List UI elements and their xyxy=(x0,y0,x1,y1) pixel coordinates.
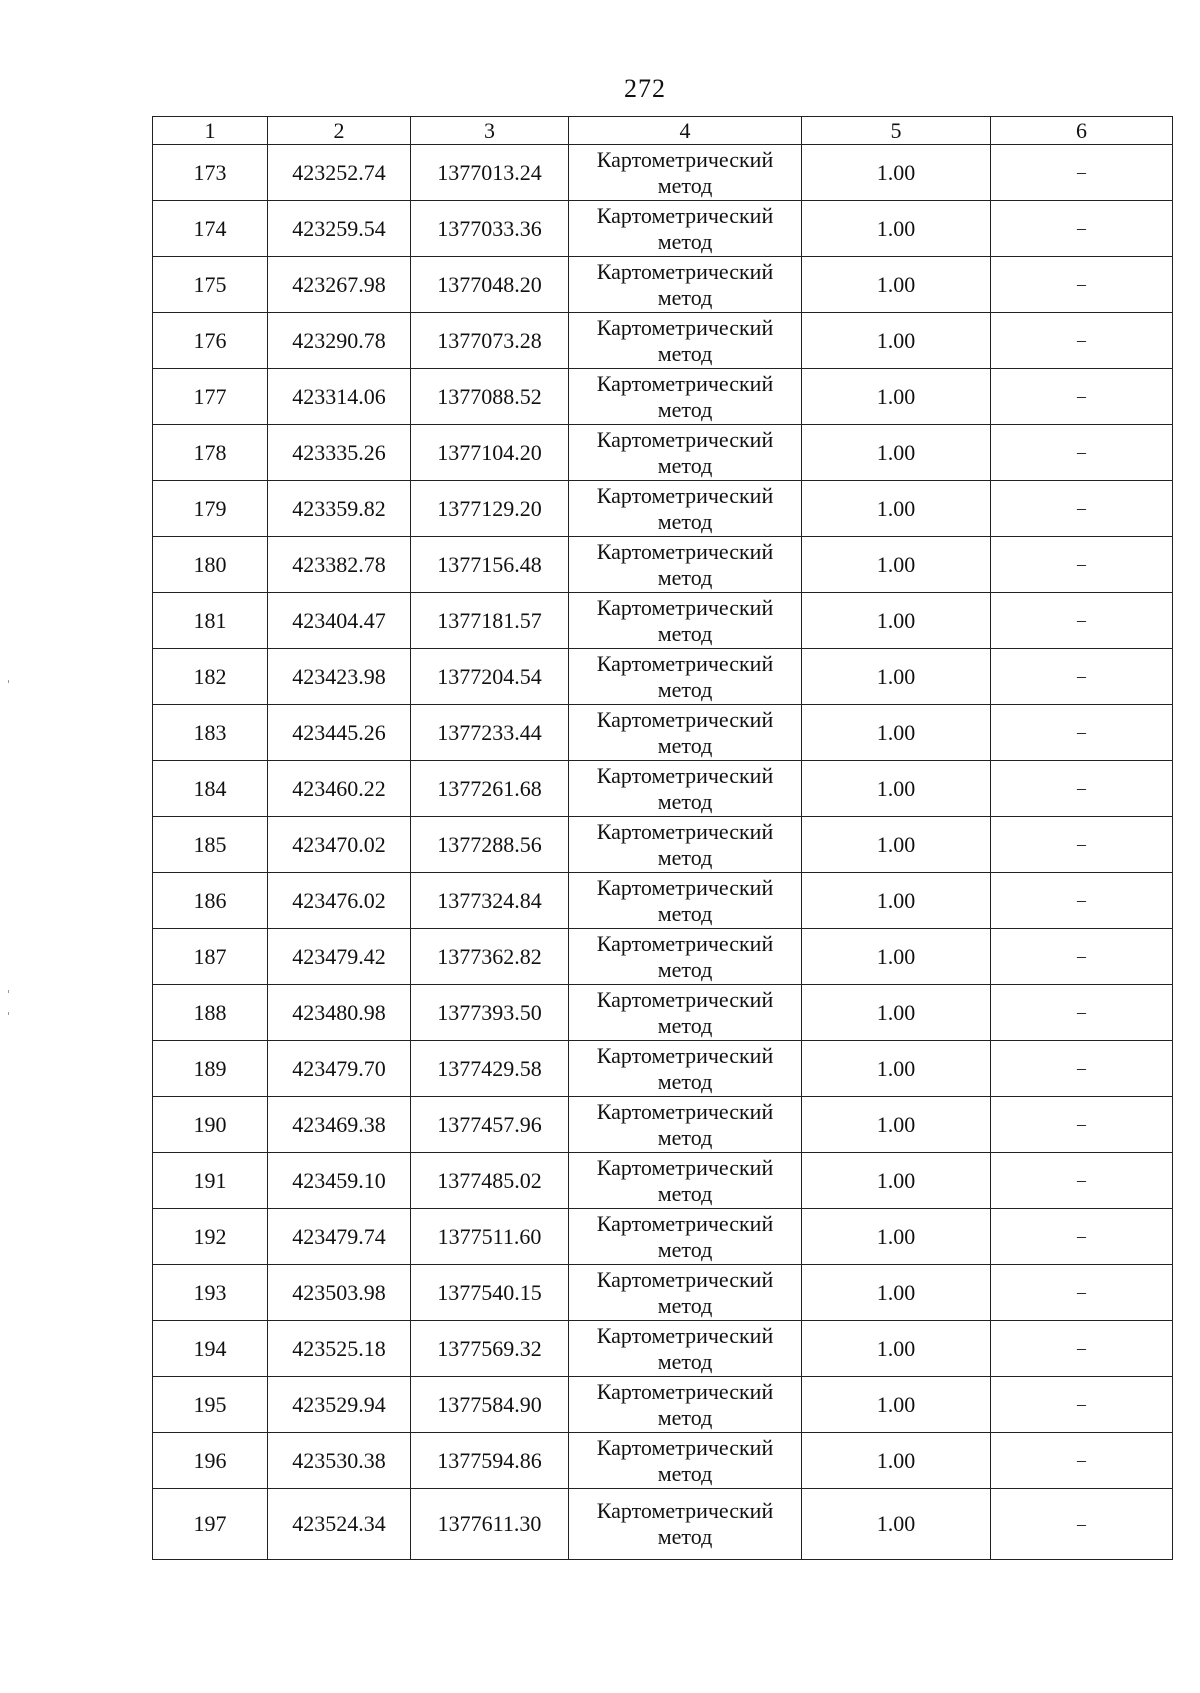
y-coordinate-cell: 1377457.96 xyxy=(411,1097,569,1153)
y-coordinate-cell: 1377511.60 xyxy=(411,1209,569,1265)
x-coordinate-cell: 423314.06 xyxy=(268,369,411,425)
accuracy-cell: 1.00 xyxy=(802,257,991,313)
method-cell: Картометрический метод xyxy=(569,1209,802,1265)
method-cell: Картометрический метод xyxy=(569,1153,802,1209)
note-cell: – xyxy=(991,873,1173,929)
note-cell: – xyxy=(991,1377,1173,1433)
table-row xyxy=(153,145,1173,201)
x-coordinate-cell: 423524.34 xyxy=(268,1489,411,1560)
method-cell: Картометрический метод xyxy=(569,1433,802,1489)
x-coordinate-cell: 423530.38 xyxy=(268,1433,411,1489)
x-coordinate-cell: 423480.98 xyxy=(268,985,411,1041)
method-cell: Картометрический метод xyxy=(569,873,802,929)
note-cell: – xyxy=(991,537,1173,593)
y-coordinate-cell: 1377233.44 xyxy=(411,705,569,761)
x-coordinate-cell: 423503.98 xyxy=(268,1265,411,1321)
method-cell: Картометрический метод xyxy=(569,649,802,705)
method-cell: Картометрический метод xyxy=(569,705,802,761)
method-cell: Картометрический метод xyxy=(569,425,802,481)
note-cell: – xyxy=(991,985,1173,1041)
x-coordinate-cell: 423525.18 xyxy=(268,1321,411,1377)
x-coordinate-cell: 423479.74 xyxy=(268,1209,411,1265)
point-number-cell: 173 xyxy=(153,145,268,201)
y-coordinate-cell: 1377033.36 xyxy=(411,201,569,257)
table-row xyxy=(153,1433,1173,1489)
x-coordinate-cell: 423259.54 xyxy=(268,201,411,257)
accuracy-cell: 1.00 xyxy=(802,649,991,705)
note-cell: – xyxy=(991,257,1173,313)
method-cell: Картометрический метод xyxy=(569,1489,802,1560)
point-number-cell: 194 xyxy=(153,1321,268,1377)
note-cell: – xyxy=(991,1489,1173,1560)
method-cell: Картометрический метод xyxy=(569,313,802,369)
accuracy-cell: 1.00 xyxy=(802,761,991,817)
table-row xyxy=(153,257,1173,313)
x-coordinate-cell: 423479.42 xyxy=(268,929,411,985)
y-coordinate-cell: 1377429.58 xyxy=(411,1041,569,1097)
note-cell: – xyxy=(991,761,1173,817)
y-coordinate-cell: 1377584.90 xyxy=(411,1377,569,1433)
y-coordinate-cell: 1377569.32 xyxy=(411,1321,569,1377)
y-coordinate-cell: 1377156.48 xyxy=(411,537,569,593)
y-coordinate-cell: 1377288.56 xyxy=(411,817,569,873)
point-number-cell: 193 xyxy=(153,1265,268,1321)
point-number-cell: 187 xyxy=(153,929,268,985)
accuracy-cell: 1.00 xyxy=(802,1265,991,1321)
point-number-cell: 184 xyxy=(153,761,268,817)
table-row xyxy=(153,1321,1173,1377)
x-coordinate-cell: 423252.74 xyxy=(268,145,411,201)
accuracy-cell: 1.00 xyxy=(802,817,991,873)
x-coordinate-cell: 423267.98 xyxy=(268,257,411,313)
x-coordinate-cell: 423359.82 xyxy=(268,481,411,537)
note-cell: – xyxy=(991,593,1173,649)
point-number-cell: 178 xyxy=(153,425,268,481)
y-coordinate-cell: 1377088.52 xyxy=(411,369,569,425)
point-number-cell: 196 xyxy=(153,1433,268,1489)
note-cell: – xyxy=(991,1433,1173,1489)
header-col-6: 6 xyxy=(991,117,1173,145)
accuracy-cell: 1.00 xyxy=(802,705,991,761)
table-row xyxy=(153,313,1173,369)
method-cell: Картометрический метод xyxy=(569,537,802,593)
x-coordinate-cell: 423404.47 xyxy=(268,593,411,649)
y-coordinate-cell: 1377393.50 xyxy=(411,985,569,1041)
accuracy-cell: 1.00 xyxy=(802,1489,991,1560)
accuracy-cell: 1.00 xyxy=(802,1041,991,1097)
point-number-cell: 185 xyxy=(153,817,268,873)
accuracy-cell: 1.00 xyxy=(802,1321,991,1377)
header-col-5: 5 xyxy=(802,117,991,145)
table-row xyxy=(153,201,1173,257)
table-row xyxy=(153,1489,1173,1560)
accuracy-cell: 1.00 xyxy=(802,1153,991,1209)
table-row xyxy=(153,1265,1173,1321)
note-cell: – xyxy=(991,1097,1173,1153)
header-row xyxy=(153,117,1173,145)
method-cell: Картометрический метод xyxy=(569,145,802,201)
accuracy-cell: 1.00 xyxy=(802,929,991,985)
note-cell: – xyxy=(991,1209,1173,1265)
method-cell: Картометрический метод xyxy=(569,1041,802,1097)
y-coordinate-cell: 1377013.24 xyxy=(411,145,569,201)
table-row xyxy=(153,929,1173,985)
x-coordinate-cell: 423479.70 xyxy=(268,1041,411,1097)
point-number-cell: 182 xyxy=(153,649,268,705)
x-coordinate-cell: 423423.98 xyxy=(268,649,411,705)
scan-speck xyxy=(8,1012,9,1015)
table-header xyxy=(153,117,1173,145)
y-coordinate-cell: 1377181.57 xyxy=(411,593,569,649)
method-cell: Картометрический метод xyxy=(569,593,802,649)
table-row xyxy=(153,593,1173,649)
table-row xyxy=(153,425,1173,481)
header-col-3: 3 xyxy=(411,117,569,145)
method-cell: Картометрический метод xyxy=(569,1377,802,1433)
accuracy-cell: 1.00 xyxy=(802,425,991,481)
method-cell: Картометрический метод xyxy=(569,985,802,1041)
x-coordinate-cell: 423290.78 xyxy=(268,313,411,369)
x-coordinate-cell: 423445.26 xyxy=(268,705,411,761)
accuracy-cell: 1.00 xyxy=(802,1433,991,1489)
accuracy-cell: 1.00 xyxy=(802,593,991,649)
method-cell: Картометрический метод xyxy=(569,761,802,817)
scan-speck xyxy=(8,680,9,683)
table-row xyxy=(153,1153,1173,1209)
accuracy-cell: 1.00 xyxy=(802,1209,991,1265)
point-number-cell: 186 xyxy=(153,873,268,929)
table-row xyxy=(153,1209,1173,1265)
x-coordinate-cell: 423469.38 xyxy=(268,1097,411,1153)
accuracy-cell: 1.00 xyxy=(802,537,991,593)
table-row xyxy=(153,1041,1173,1097)
point-number-cell: 176 xyxy=(153,313,268,369)
x-coordinate-cell: 423335.26 xyxy=(268,425,411,481)
y-coordinate-cell: 1377324.84 xyxy=(411,873,569,929)
method-cell: Картометрический метод xyxy=(569,257,802,313)
y-coordinate-cell: 1377485.02 xyxy=(411,1153,569,1209)
note-cell: – xyxy=(991,481,1173,537)
method-cell: Картометрический метод xyxy=(569,1097,802,1153)
method-cell: Картометрический метод xyxy=(569,929,802,985)
header-col-1: 1 xyxy=(153,117,268,145)
y-coordinate-cell: 1377611.30 xyxy=(411,1489,569,1560)
point-number-cell: 177 xyxy=(153,369,268,425)
y-coordinate-cell: 1377048.20 xyxy=(411,257,569,313)
table-row xyxy=(153,369,1173,425)
table-row xyxy=(153,817,1173,873)
accuracy-cell: 1.00 xyxy=(802,1377,991,1433)
point-number-cell: 191 xyxy=(153,1153,268,1209)
point-number-cell: 175 xyxy=(153,257,268,313)
note-cell: – xyxy=(991,145,1173,201)
x-coordinate-cell: 423529.94 xyxy=(268,1377,411,1433)
y-coordinate-cell: 1377104.20 xyxy=(411,425,569,481)
note-cell: – xyxy=(991,425,1173,481)
point-number-cell: 174 xyxy=(153,201,268,257)
y-coordinate-cell: 1377540.15 xyxy=(411,1265,569,1321)
method-cell: Картометрический метод xyxy=(569,817,802,873)
method-cell: Картометрический метод xyxy=(569,1265,802,1321)
accuracy-cell: 1.00 xyxy=(802,481,991,537)
table-row xyxy=(153,1097,1173,1153)
y-coordinate-cell: 1377129.20 xyxy=(411,481,569,537)
accuracy-cell: 1.00 xyxy=(802,873,991,929)
x-coordinate-cell: 423476.02 xyxy=(268,873,411,929)
accuracy-cell: 1.00 xyxy=(802,1097,991,1153)
y-coordinate-cell: 1377261.68 xyxy=(411,761,569,817)
method-cell: Картометрический метод xyxy=(569,481,802,537)
table-row xyxy=(153,761,1173,817)
point-number-cell: 189 xyxy=(153,1041,268,1097)
note-cell: – xyxy=(991,1265,1173,1321)
note-cell: – xyxy=(991,1153,1173,1209)
x-coordinate-cell: 423460.22 xyxy=(268,761,411,817)
point-number-cell: 190 xyxy=(153,1097,268,1153)
x-coordinate-cell: 423470.02 xyxy=(268,817,411,873)
point-number-cell: 183 xyxy=(153,705,268,761)
header-col-2: 2 xyxy=(268,117,411,145)
coordinates-table xyxy=(152,116,1173,1560)
point-number-cell: 180 xyxy=(153,537,268,593)
table-row xyxy=(153,705,1173,761)
y-coordinate-cell: 1377073.28 xyxy=(411,313,569,369)
table-row xyxy=(153,649,1173,705)
note-cell: – xyxy=(991,1041,1173,1097)
table-row xyxy=(153,985,1173,1041)
y-coordinate-cell: 1377594.86 xyxy=(411,1433,569,1489)
point-number-cell: 179 xyxy=(153,481,268,537)
accuracy-cell: 1.00 xyxy=(802,985,991,1041)
table-row xyxy=(153,1377,1173,1433)
accuracy-cell: 1.00 xyxy=(802,145,991,201)
point-number-cell: 195 xyxy=(153,1377,268,1433)
note-cell: – xyxy=(991,705,1173,761)
table-row xyxy=(153,873,1173,929)
table-row xyxy=(153,537,1173,593)
y-coordinate-cell: 1377204.54 xyxy=(411,649,569,705)
note-cell: – xyxy=(991,1321,1173,1377)
point-number-cell: 188 xyxy=(153,985,268,1041)
note-cell: – xyxy=(991,929,1173,985)
accuracy-cell: 1.00 xyxy=(802,313,991,369)
accuracy-cell: 1.00 xyxy=(802,201,991,257)
note-cell: – xyxy=(991,369,1173,425)
note-cell: – xyxy=(991,817,1173,873)
accuracy-cell: 1.00 xyxy=(802,369,991,425)
scan-speck xyxy=(8,990,9,993)
note-cell: – xyxy=(991,201,1173,257)
point-number-cell: 192 xyxy=(153,1209,268,1265)
x-coordinate-cell: 423459.10 xyxy=(268,1153,411,1209)
x-coordinate-cell: 423382.78 xyxy=(268,537,411,593)
header-col-4: 4 xyxy=(569,117,802,145)
method-cell: Картометрический метод xyxy=(569,369,802,425)
table-row xyxy=(153,481,1173,537)
y-coordinate-cell: 1377362.82 xyxy=(411,929,569,985)
method-cell: Картометрический метод xyxy=(569,201,802,257)
point-number-cell: 181 xyxy=(153,593,268,649)
method-cell: Картометрический метод xyxy=(569,1321,802,1377)
point-number-cell: 197 xyxy=(153,1489,268,1560)
note-cell: – xyxy=(991,649,1173,705)
table-body xyxy=(153,145,1173,1560)
note-cell: – xyxy=(991,313,1173,369)
page-number: 272 xyxy=(624,74,666,103)
